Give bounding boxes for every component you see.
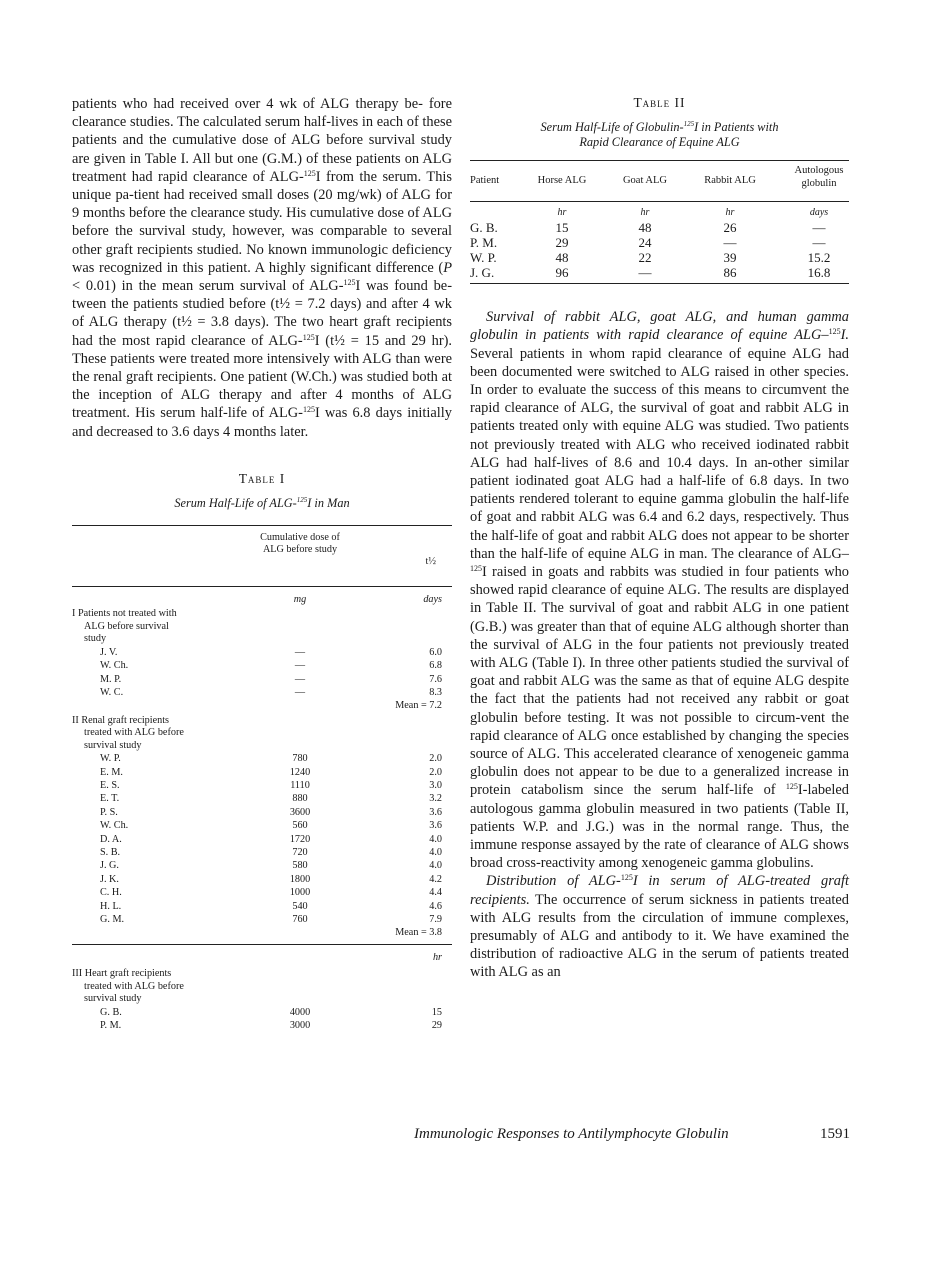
patient-name: W. C.	[100, 687, 124, 699]
table-row	[470, 250, 849, 265]
patient-name: P. S.	[100, 806, 118, 818]
text-segment: Survival of rabbit ALG, goat ALG, and human gamma globulin in patients with rapid clearance of equine ALG–	[470, 309, 849, 344]
half-life-value: 15	[431, 1006, 442, 1018]
patient-name: H. L.	[100, 900, 122, 912]
left-body-paragraph	[72, 95, 452, 441]
patient-name: G. M.	[100, 913, 125, 925]
patient-name: E. S.	[100, 780, 120, 792]
half-life-value: 8.3	[429, 687, 442, 699]
horse-alg-value: 48	[555, 250, 569, 266]
patient-name: P. M.	[100, 1020, 122, 1032]
autologous-value: —	[812, 220, 826, 236]
group-2-label: II Renal graft recipients treated with ALG before survival study	[72, 714, 184, 751]
table-row	[72, 886, 452, 899]
rabbit-alg-value: —	[723, 235, 737, 251]
col-rabbit-header: Rabbit ALG	[704, 175, 756, 187]
table-1-caption: Serum Half-Life of ALG-$^{125}$I in Man	[174, 495, 350, 510]
patient-name: J. V.	[100, 646, 118, 658]
patient-name: M. P.	[100, 673, 122, 685]
text-segment: I.	[840, 327, 849, 344]
thalf-unit: days	[423, 593, 442, 605]
text-segment: P	[443, 259, 452, 276]
left-column	[72, 95, 452, 1032]
dose-value: 1800	[289, 873, 311, 885]
half-life-value: 7.6	[429, 673, 442, 685]
group-3-rows	[72, 1006, 452, 1033]
patient-name: S. B.	[100, 847, 121, 859]
dose-value: —	[294, 646, 306, 658]
half-life-value: 4.4	[429, 887, 442, 899]
table-2-units-row: hr hr hr days	[557, 207, 829, 219]
half-life-value: 2.0	[429, 766, 442, 778]
dose-value: —	[294, 673, 306, 685]
patient-name: J. K.	[100, 873, 119, 885]
text-segment: patients who had received over 4 wk of ALG therapy be-	[72, 96, 423, 112]
text-segment: 125	[303, 168, 316, 178]
text-segment: I in serum of ALG-treated graft recipients.	[470, 873, 849, 908]
table-row	[72, 673, 452, 686]
horse-alg-value: 29	[555, 235, 569, 251]
table-row	[72, 900, 452, 913]
group-2-rows	[72, 752, 452, 926]
text-segment: 125	[343, 278, 356, 288]
patient-name: C. H.	[100, 887, 122, 899]
dose-value: 720	[292, 847, 308, 859]
patient-name: W. P.	[470, 250, 497, 266]
table-row	[72, 659, 452, 672]
rabbit-alg-value: 26	[723, 220, 737, 236]
half-life-value: 3.6	[429, 820, 442, 832]
patient-name: E. M.	[100, 766, 123, 778]
table-row	[72, 846, 452, 859]
dose-value: 560	[292, 820, 308, 832]
text-segment: Several patients in whom rapid clearance of equine ALG had been documented were switched to ALG raised in other species. In order to evaluate the success of this means to circumvent the rapid clearance of ALG, the survival of goat and rabbit ALG in patients treated only with equine ALG was studied. Two patients not previously treated with ALG who received iodinated rabbit ALG had half-lives of 8.6 and 10.4 days. In an-other similar patient iodinated goat ALG had a half-life of 6.8 days. In two patients rendered tolerant to equine gamma globulin the half-life of goat and rabbit ALG was 6.4 and 6.2 days, respectively. Thus the half-life of goat and rabbit ALG does not appear to be shorter than the half-life of equine ALG in man. The clearance of ALG–	[470, 345, 849, 562]
text-segment: < 0.01) in the mean serum survival of ALG-	[72, 278, 344, 295]
col-patient-header: Patient	[470, 175, 500, 187]
running-title: Immunologic Responses to Antilymphocyte Globulin	[414, 1126, 729, 1142]
table-row	[72, 859, 452, 872]
table-row	[470, 220, 849, 235]
table-1-body-hr	[72, 951, 452, 1033]
text-segment: 125	[620, 873, 633, 883]
table-row	[72, 913, 452, 926]
table-row	[72, 806, 452, 819]
half-life-value: 6.0	[429, 646, 442, 658]
group-1-label: I Patients not treated with ALG before survival study	[72, 608, 177, 645]
table-row	[72, 873, 452, 886]
right-body-paragraph-2	[470, 872, 849, 981]
text-segment: I raised in goats and rabbits was studied in four patients who showed rapid clearance of equine ALG. The results are displayed in Table II. The survival of goat and rabbit ALG in one patient (G.B.) was greater than that of equine ALG although shorter than the survival of ALG in the four patients not previously treated with ALG (Table I). In three other patients studied the survival of goat and rabbit ALG was the same as that of equine ALG despite the fact that the patients had not received any rabbit or goat globulin before testing. It was not possible to circum-vent the rapid clearance of ALG once established by changing the species source of ALG. This accelerated clearance of xenogeneic gamma globulin does not appear to be due to a generalized increase in protein catabolism since the serum half-life of	[470, 563, 849, 799]
table-2	[470, 95, 849, 284]
page-number: 1591	[820, 1126, 850, 1142]
patient-name: J. G.	[470, 265, 495, 281]
patient-name: D. A.	[100, 833, 122, 845]
col-goat-header: Goat ALG	[622, 175, 668, 187]
right-column	[470, 95, 849, 982]
table-row	[470, 235, 849, 250]
table-1-mid-rule	[72, 944, 452, 945]
text-segment: Distribution of ALG-	[486, 873, 621, 890]
text-segment: 125	[302, 332, 315, 342]
table-1-header	[72, 526, 452, 586]
half-life-value: 4.0	[429, 847, 442, 859]
horse-alg-value: 96	[555, 265, 569, 281]
half-life-value: 7.9	[429, 913, 442, 925]
patient-name: E. T.	[100, 793, 120, 805]
text-segment: fore clearance studies. The calculated serum half-lives in each of these patients and the cumulative dose of ALG before survival study are given in Table I. All but one (G.M.) of these patients on ALG treatment had rapid clearance of ALG-	[72, 96, 452, 185]
dose-value: 1720	[289, 833, 311, 845]
table-2-header	[470, 161, 849, 201]
table-2-title: Table II	[633, 95, 686, 110]
half-life-value: 4.2	[429, 873, 442, 885]
thalf-hr-unit: hr	[432, 951, 442, 963]
text-segment: The occurrence of serum sickness in patients treated with ALG results from the circulation of immune complexes, presumably of ALG and antibody to it. We have examined the distribution of radioactive ALG in the serum of patients treated with ALG as an	[470, 891, 849, 981]
table-row	[72, 766, 452, 779]
patient-name: W. Ch.	[100, 820, 129, 832]
text-segment: I-labeled autologous gamma globulin measured in two patients (Table II, patients W.P. and J.G.) was in the normal range. Thus, the immune response assayed by the rate of clearance of ALG shows broad cross-reactivity among xenogeneic gamma globulins.	[470, 782, 849, 872]
half-life-value: 6.8	[429, 660, 442, 672]
table-row	[72, 1019, 452, 1032]
table-1	[72, 471, 452, 1033]
half-life-value: 3.6	[429, 806, 442, 818]
rabbit-alg-value: 86	[723, 265, 737, 281]
dose-value: 4000	[289, 1006, 311, 1018]
col-horse-header: Horse ALG	[537, 175, 587, 187]
dose-value: 1000	[289, 887, 311, 899]
table-2-header-rule	[470, 201, 849, 202]
dose-value: 1110	[290, 780, 310, 792]
table-row	[72, 779, 452, 792]
half-life-value: 29	[431, 1020, 442, 1032]
col-autologous-header: Autologous globulin	[794, 165, 844, 189]
patient-name: J. G.	[100, 860, 119, 872]
dose-value: 780	[292, 753, 308, 765]
table-1-title: Table I	[238, 470, 286, 486]
table-2-rows	[470, 220, 849, 280]
group-3-label: III Heart graft recipients treated with ALG before survival study	[72, 968, 184, 1005]
table-row	[72, 646, 452, 659]
dose-value: 3600	[289, 806, 311, 818]
table-1-thalf-header: t½	[425, 555, 436, 567]
table-1-hr-units-row	[72, 951, 452, 964]
group-1-rows	[72, 646, 452, 700]
patient-name: P. M.	[470, 235, 498, 251]
text-segment: I from the serum. This unique pa-tient had received small doses (20 mg/wk) of ALG for 9 months before the clearance study. His cumulative dose of ALG before the survival study, however, was comparable to several other graft recipients studied. No known immunologic deficiency was recognized in this patient. A highly significant difference (	[72, 168, 452, 276]
table-row	[72, 752, 452, 765]
text-segment: 125	[828, 327, 841, 337]
patient-name: W. P.	[100, 753, 121, 765]
half-life-value: 2.0	[429, 753, 442, 765]
table-2-caption: Serum Half-Life of Globulin-$^{125}$I in Patients with Rapid Clearance of Equine ALG	[540, 120, 779, 150]
half-life-value: 3.0	[429, 780, 442, 792]
patient-name: G. B.	[470, 220, 498, 236]
goat-alg-value: 24	[638, 235, 652, 251]
table-row	[72, 792, 452, 805]
dose-value: 3000	[289, 1020, 311, 1032]
table-1-dose-header: Cumulative dose of ALG before study	[260, 531, 340, 555]
dose-value: 760	[292, 913, 308, 925]
rabbit-alg-value: 39	[723, 250, 737, 266]
patient-name: G. B.	[100, 1006, 122, 1018]
half-life-value: 3.2	[429, 793, 442, 805]
text-segment: I (t½ = 15 and 29 hr). These patients were treated more intensively with ALG than were the renal graft recipients. One patient (W.Ch.) was studied both at the inception of ALG therapy and after 4 months of ALG treatment. His serum half-life of ALG-	[72, 332, 453, 422]
patient-name: W. Ch.	[100, 660, 129, 672]
page-footer	[414, 1126, 850, 1143]
text-segment: I was found be-tween the patients studied before (t½ = 7.2 days) and after 4 wk of ALG therapy (t½ = 3.8 days). The two heart graft recipients had the most rapid clearance of ALG-	[72, 278, 452, 349]
table-row	[72, 833, 452, 846]
autologous-value: —	[812, 235, 826, 251]
right-body-paragraph-1	[470, 308, 849, 872]
dose-value: 580	[292, 860, 308, 872]
goat-alg-value: 48	[638, 220, 652, 236]
half-life-value: 4.0	[429, 860, 442, 872]
text-segment: I was 6.8 days initially and decreased to 3.6 days 4 months later.	[72, 405, 452, 440]
table-1-units-row	[72, 593, 452, 606]
table-row	[72, 686, 452, 699]
dose-value: —	[294, 687, 306, 699]
table-1-body	[72, 593, 452, 940]
table-row	[470, 265, 849, 280]
goat-alg-value: 22	[638, 250, 652, 266]
text-segment: 125	[470, 563, 482, 573]
dose-value: 540	[292, 900, 308, 912]
table-row	[72, 1006, 452, 1019]
dose-value: 1240	[289, 766, 311, 778]
autologous-value: 16.8	[807, 265, 831, 281]
half-life-value: 4.0	[429, 833, 442, 845]
dose-unit: mg	[293, 593, 307, 605]
table-1-header-rule	[72, 586, 452, 587]
goat-alg-value: —	[638, 265, 652, 281]
horse-alg-value: 15	[555, 220, 569, 236]
group-1-mean: Mean = 7.2	[395, 700, 442, 712]
dose-value: —	[294, 660, 306, 672]
table-2-bottom-rule	[470, 283, 849, 284]
dose-value: 880	[292, 793, 308, 805]
group-2-mean: Mean = 3.8	[395, 927, 442, 939]
text-segment: 125	[302, 405, 315, 415]
text-segment: 125	[785, 782, 798, 792]
half-life-value: 4.6	[429, 900, 442, 912]
autologous-value: 15.2	[807, 250, 831, 266]
table-row	[72, 819, 452, 832]
